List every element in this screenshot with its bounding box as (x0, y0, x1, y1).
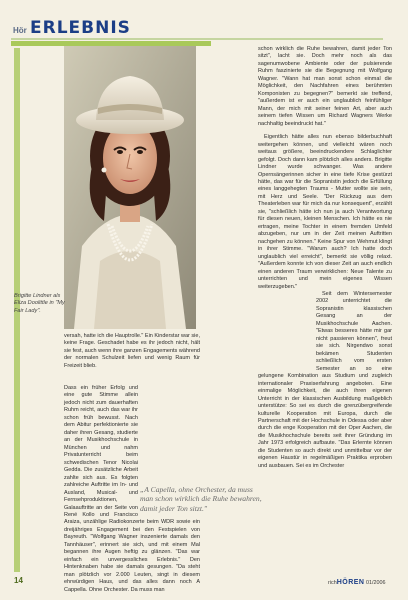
footer-brand (328, 579, 385, 586)
quote-wrap-space-right (258, 337, 316, 371)
right-column (258, 46, 392, 470)
paragraph: Dass ein früher Erfolg und eine gute Stimme allein jedoch nicht zum dauerhaften Ruhm reicht, auch das war ihr schon früh bewusst. Nach dem Abitur perfektionierte sie daher ihren Gesang, studierte an der Musikhochschule in München und nahm Privatunterricht beim schwedischen Tenor Nicolai Gedda. Die zusätzliche Arbeit zahlte sich aus. Es folgten zahlreiche Auftritte im In- und Ausland, Musical- und Fernsehproduktionen, Galaauftritte an der Seite von René Kollo und Francisco Araiza, unzählige Radiokonzerte beim WDR sowie ein dreijähriges Engagement bei den Festspielen von Bayreuth. "Wolfgang Wagner inszenierte damals den Tannhäuser", erinnert sie sich, und mit einem Mal begannen ihre Augen heftig zu glänzen. "Das war einfach ein unvergessliches Erlebnis." Den Hintenknaben habe sie damals gesungen. "Da steht man plötzlich vor 2.000 Leuten, singt in diesem ehrwürdigen Haus, und das alles dann noch A Cappella. Ohne Orchester. Da muss man (64, 385, 200, 593)
portrait-photo (64, 46, 196, 329)
photo-caption: Brigitte Lindner als Eliza Doolittle in "My Fair Lady". (14, 293, 65, 314)
paragraph: versah, hatte ich die Hauptrolle." Ein Kinderstar war sie, keine Frage. Geschadet habe es ihr jedoch nicht, hält sie fest, auch wenn ihre ganzen Engagements während der normalen Schulzeit liefen und wenig Raum für Freizeit blieb. (64, 333, 200, 369)
left-column-top (64, 333, 200, 370)
paragraph: schon wirklich die Ruhe bewahren, damit jeder Ton sitzt", lacht sie. Doch mehr noch als das sagenumwobene Ambiente oder der pulsierende Ruhm faszinierte sie die Begegnung mit Wolfgang Wagner. "Wann hat man sonst schon einmal die Möglichkeit, den Nachfahren eines berühmten Komponisten zu begegnen?" bemerkt sie treffend, "außerdem ist er auch ein unglaublich feinfühliger Mann, der mich mit seiner feinen Art, aber auch seinem tiefen Wissen um Richard Wagners Werke nachhaltig beeindruckt hat." (258, 46, 392, 127)
paragraph: Seit dem Wintersemester 2002 unterrichtet die Sopranistin klassischen Gesang an der Musikhochschule Aachen. "Etwas besseres hätte mir gar nicht passieren können", freut sie sich. Nirgendwo sonst bekämen Studenten schließlich vom ersten Semester an so eine gelungene Kombination aus Studium und zugleich internationaler Praxiserfahrung angeboten. Eine einmalige Möglichkeit, die auch ihren eigenen Unterricht in der klassischen Ausbildung maßgeblich unterstütze: So sei es durch die grenzübergreifende kulturelle Kooperation mit Europa, durch die Partnerschaft mit der Hochschule in Odessa oder aber durch die enge Kooperation mit der Oper Aachen, die die Musikhochschule bereits seit ihrer Gründung im Jahr 1973 erfolgreich aufbaute. "Das Erlernte können die Studenten so auch direkt und unmittelbar vor der eigenen Haustür in regelmäßigen Praktika erproben und ausbauen. Sei es im Orchester (258, 291, 392, 469)
header-rule (11, 38, 383, 40)
paragraph: Eigentlich hätte alles nun ebenso bilderbuchhaft weitergehen können, und vielleicht wären noch weitaus größere, beeindruckendere Schlaglichter gefolgt. Doch dann kam plötzlich alles anders. Brigitte Lindner wurde schwanger. Was andere Opernsängerinnen sicher in eine tiefe Krise gestürzt hätte, das war für die Sopranistin jedoch die Erfüllung eines langgehegten Traums - Mutter wollte sie sein, mit Herz und Seele. "Der Rückzug aus dem Theaterleben war für mich da nur konsequent", erzählt sie, "schließlich hätte ich nun ja auch Verantwortung für diesen neuen, kleinen Menschen. Ich hätte es nie ertragen, meine Tochter in einem fremden Umfeld abzugeben, nur um in der Zeit meinen Auftritten nachgehen zu können." Keine Spur von Wehmut klingt in ihrer Stimme. "Warum auch? Ich hatte doch unglaublich viel erreicht", bemerkt sie völlig relaxt. "Außerdem konnte ich von dieser Zeit an auch endlich einen anderen Traum verwirklichen: Neue Talente zu unterrichten und mein eigenes Wissen weiterzugeben." (258, 134, 392, 290)
footer-issue: 01/2006 (365, 580, 386, 586)
footer-prefix: rich (328, 580, 337, 586)
section-title: ERLEBNIS (30, 18, 131, 38)
footer-magazine-name: HÖREN (336, 579, 365, 586)
page-number: 14 (14, 576, 23, 585)
page-header (0, 8, 408, 44)
portrait-illustration (64, 46, 196, 329)
pull-quote: „A Capella, ohne Orchester, da muss man schon wirklich die Ruhe bewahren, damit jeder Ton sitzt." (140, 485, 262, 513)
header-prefix: Hör (13, 26, 27, 35)
